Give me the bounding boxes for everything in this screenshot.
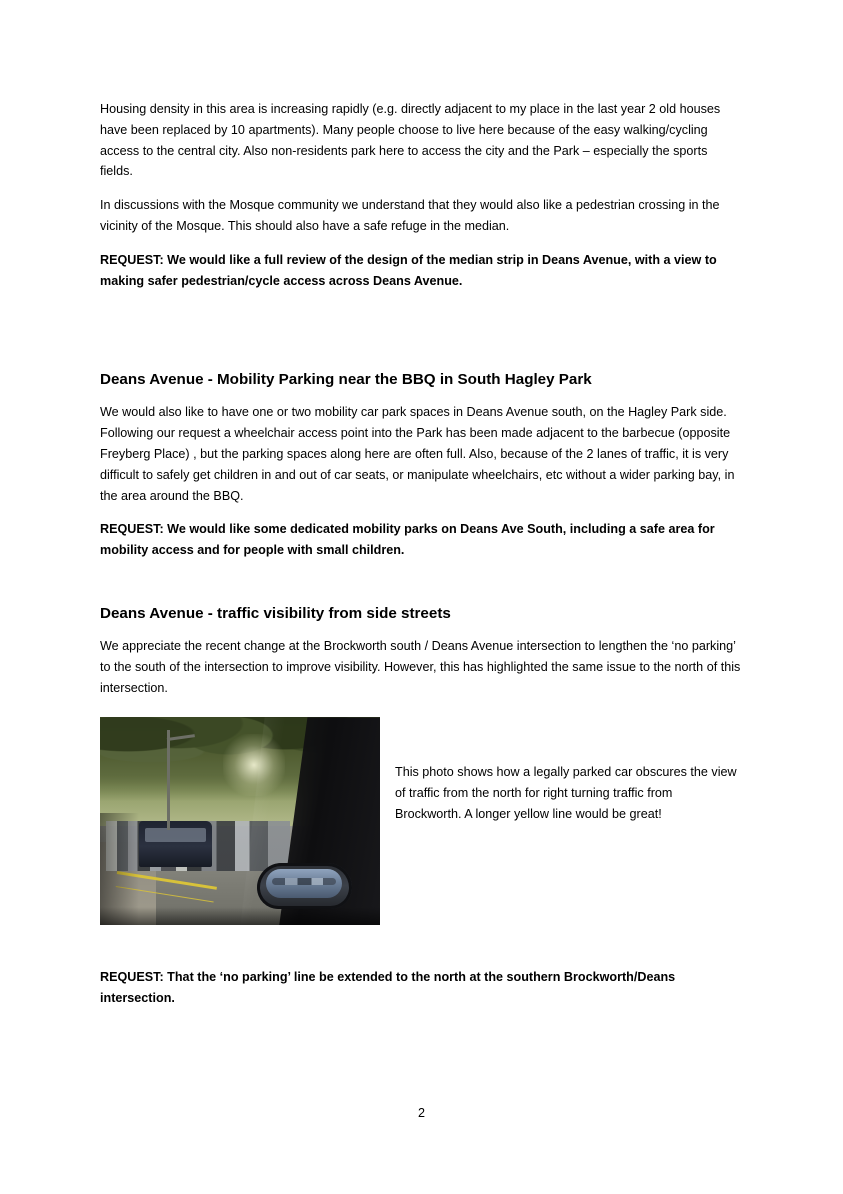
spacer	[100, 182, 742, 195]
heading-mobility-parking: Deans Avenue - Mobility Parking near the BBQ in South Hagley Park	[100, 371, 592, 389]
photo-light-pole	[167, 730, 170, 830]
spacer	[100, 237, 742, 250]
spacer	[100, 925, 742, 967]
spacer	[100, 390, 742, 402]
heading-traffic-visibility: Deans Avenue - traffic visibility from side streets	[100, 604, 451, 622]
paragraph-housing-density: Housing density in this area is increasing rapidly (e.g. directly adjacent to my place in the last year 2 old houses have been replaced by 10 apartments). Many people choose to live here because of the easy walking/cycling access to the central city. Also non-residents park here to access the city and the Park – especially the sports fields.	[100, 102, 721, 179]
photo-wing-mirror	[257, 863, 352, 909]
spacer	[100, 561, 742, 603]
street-photo	[100, 717, 380, 925]
photo-bottom-vignette	[100, 907, 380, 926]
request-median-strip-review: REQUEST: We would like a full review of the design of the median strip in Deans Avenue, with a view to making safer pedestrian/cycle access across Deans Avenue.	[100, 252, 717, 288]
request-no-parking-line: REQUEST: That the ‘no parking’ line be extended to the north at the southern Brockworth/Deans intersection.	[100, 970, 676, 1006]
page-number: 2	[417, 1106, 425, 1120]
spacer	[100, 624, 742, 636]
photo-mirror-glass	[266, 869, 342, 897]
photo-caption: This photo shows how a legally parked car obscures the view of traffic from the north for right turning traffic from Brockworth. A longer yellow line would be great!	[395, 765, 737, 821]
request-mobility-parks: REQUEST: We would like some dedicated mobility parks on Deans Ave South, including a safe area for mobility access and for people with small children.	[100, 522, 715, 558]
spacer	[100, 291, 742, 369]
figure-with-caption	[100, 717, 742, 925]
paragraph-mobility-parking: We would also like to have one or two mobility car park spaces in Deans Avenue south, on the Hagley Park side. Following our request a wheelchair access point into the Park has been made adjacent to the barbecue (opposite Freyberg Place) , but the parking spaces along here are often full. Also, because of the 2 lanes of traffic, it is very difficult to safely get children in and out of car seats, or manipulate wheelchairs, etc without a wider parking bay, in the area around the BBQ.	[100, 405, 735, 503]
photo-van-window	[145, 828, 207, 843]
spacer	[100, 506, 742, 519]
paragraph-brockworth-intersection: We appreciate the recent change at the Brockworth south / Deans Avenue intersection to lengthen the ‘no parking’ to the south of the intersection to improve visibility. However, this has highlighted the same issue to the north of this intersection.	[100, 638, 741, 695]
paragraph-mosque-discussion: In discussions with the Mosque community we understand that they would also like a pedestrian crossing in the vicinity of the Mosque. This should also have a safe refuge in the median.	[100, 198, 720, 233]
page-content	[100, 99, 742, 1009]
